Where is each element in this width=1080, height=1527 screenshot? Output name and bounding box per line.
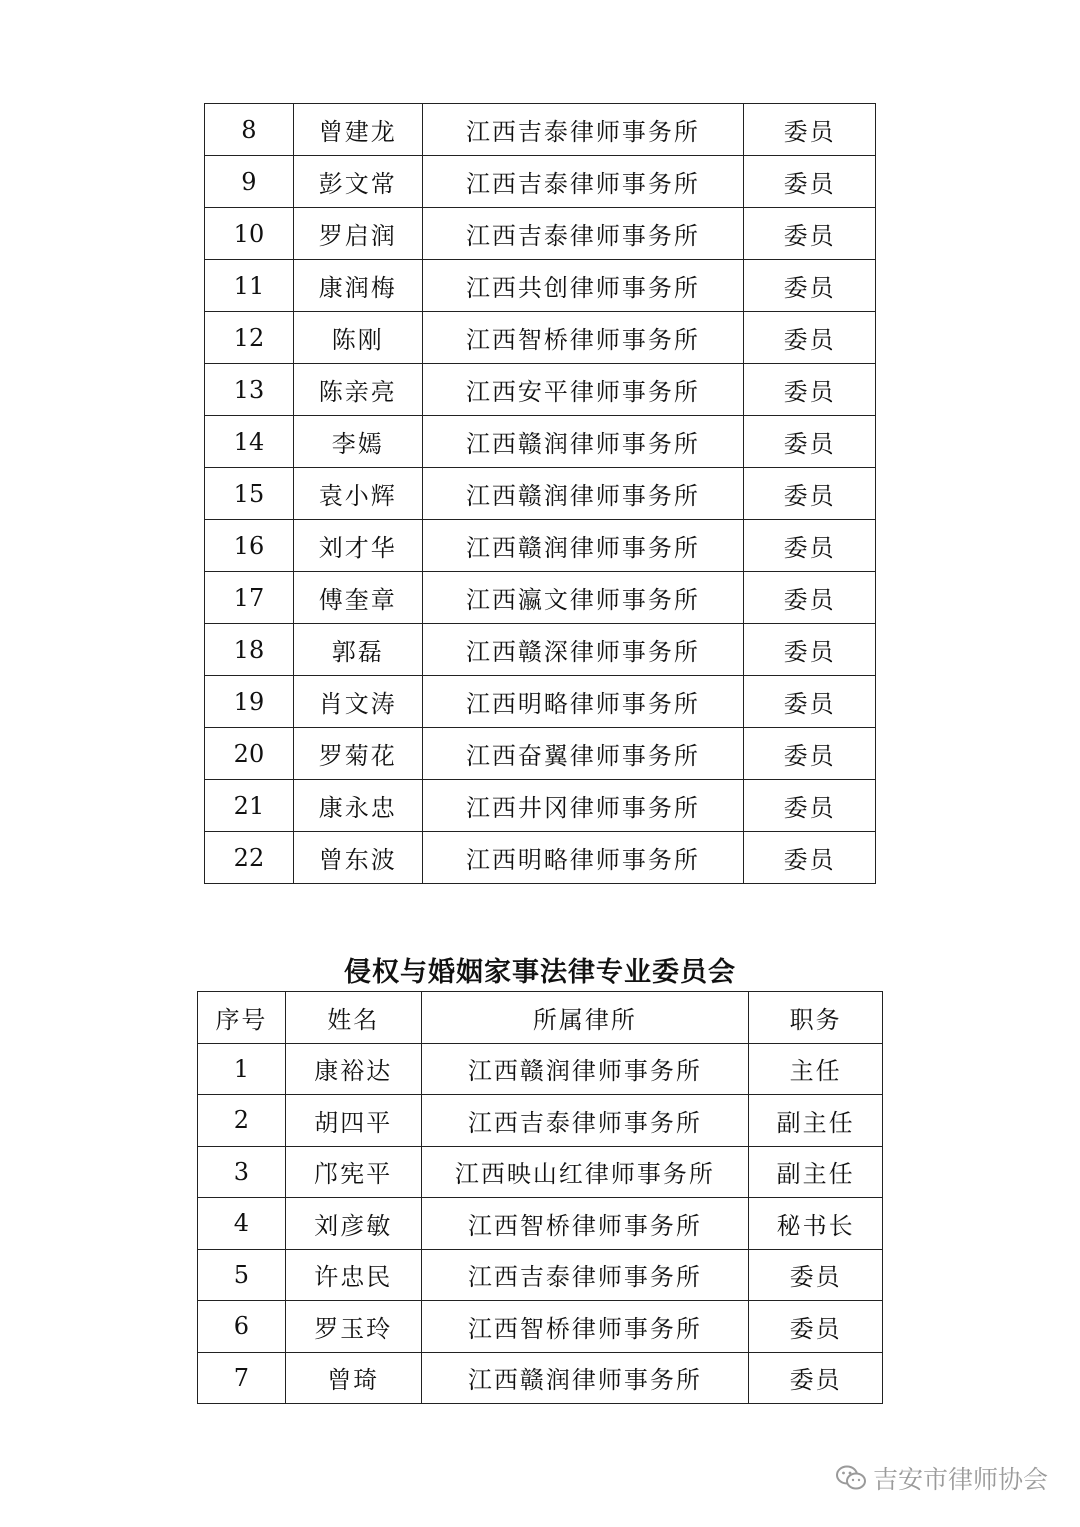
table-row (205, 208, 876, 260)
table-row (198, 1198, 883, 1250)
cell-name: 罗菊花 (293, 728, 422, 780)
cell-index: 11 (205, 260, 294, 312)
table-row (205, 416, 876, 468)
account-watermark (835, 1460, 1048, 1496)
cell-firm: 江西瀛文律师事务所 (422, 572, 743, 624)
cell-firm: 江西吉泰律师事务所 (421, 1249, 748, 1301)
cell-position: 委员 (744, 312, 876, 364)
cell-index: 3 (198, 1146, 286, 1198)
cell-firm: 江西吉泰律师事务所 (421, 1095, 748, 1147)
cell-firm: 江西赣润律师事务所 (422, 468, 743, 520)
cell-name: 康润梅 (293, 260, 422, 312)
cell-firm: 江西安平律师事务所 (422, 364, 743, 416)
cell-position: 委员 (744, 780, 876, 832)
table-row (205, 260, 876, 312)
cell-firm: 江西吉泰律师事务所 (422, 156, 743, 208)
table-row (205, 728, 876, 780)
cell-index: 20 (205, 728, 294, 780)
cell-index: 13 (205, 364, 294, 416)
cell-name: 曾东波 (293, 832, 422, 884)
cell-index: 18 (205, 624, 294, 676)
table-row (205, 572, 876, 624)
cell-firm: 江西明略律师事务所 (422, 676, 743, 728)
cell-index: 12 (205, 312, 294, 364)
cell-name: 罗启润 (293, 208, 422, 260)
table-row (205, 624, 876, 676)
table-row (198, 1301, 883, 1353)
cell-firm: 江西智桥律师事务所 (421, 1301, 748, 1353)
committee-members-table-continued (204, 103, 876, 884)
cell-index: 2 (198, 1095, 286, 1147)
table-body (198, 992, 883, 1404)
cell-firm: 江西井冈律师事务所 (422, 780, 743, 832)
cell-firm: 江西映山红律师事务所 (421, 1146, 748, 1198)
cell-name: 许忠民 (285, 1249, 421, 1301)
cell-index: 14 (205, 416, 294, 468)
cell-position: 副主任 (749, 1095, 883, 1147)
table-row (205, 832, 876, 884)
cell-name: 李嫣 (293, 416, 422, 468)
cell-index: 5 (198, 1249, 286, 1301)
table-row (205, 520, 876, 572)
cell-firm: 江西吉泰律师事务所 (422, 104, 743, 156)
cell-name: 肖文涛 (293, 676, 422, 728)
table-row (205, 156, 876, 208)
cell-firm: 江西赣润律师事务所 (421, 1043, 748, 1095)
cell-firm: 江西赣润律师事务所 (422, 416, 743, 468)
cell-index: 8 (205, 104, 294, 156)
cell-firm: 江西吉泰律师事务所 (422, 208, 743, 260)
table-row (198, 1352, 883, 1404)
header-cell-name: 姓名 (285, 992, 421, 1044)
cell-index: 16 (205, 520, 294, 572)
table-row (205, 364, 876, 416)
cell-name: 傅奎章 (293, 572, 422, 624)
cell-position: 委员 (744, 832, 876, 884)
cell-position: 委员 (744, 364, 876, 416)
cell-firm: 江西奋翼律师事务所 (422, 728, 743, 780)
cell-index: 21 (205, 780, 294, 832)
cell-position: 副主任 (749, 1146, 883, 1198)
cell-position: 委员 (744, 468, 876, 520)
cell-position: 委员 (749, 1249, 883, 1301)
cell-name: 袁小辉 (293, 468, 422, 520)
cell-position: 委员 (749, 1301, 883, 1353)
cell-index: 22 (205, 832, 294, 884)
cell-index: 19 (205, 676, 294, 728)
cell-position: 秘书长 (749, 1198, 883, 1250)
cell-index: 15 (205, 468, 294, 520)
cell-index: 7 (198, 1352, 286, 1404)
table-row (205, 676, 876, 728)
header-row (198, 992, 883, 1044)
cell-name: 胡四平 (285, 1095, 421, 1147)
cell-position: 委员 (744, 416, 876, 468)
cell-name: 康裕达 (285, 1043, 421, 1095)
cell-name: 郭磊 (293, 624, 422, 676)
cell-name: 刘才华 (293, 520, 422, 572)
cell-name: 刘彦敏 (285, 1198, 421, 1250)
section-title: 侵权与婚姻家事法律专业委员会 (344, 957, 736, 988)
cell-firm: 江西智桥律师事务所 (421, 1198, 748, 1250)
cell-firm: 江西智桥律师事务所 (422, 312, 743, 364)
cell-index: 6 (198, 1301, 286, 1353)
cell-index: 17 (205, 572, 294, 624)
cell-index: 10 (205, 208, 294, 260)
cell-name: 罗玉玲 (285, 1301, 421, 1353)
cell-position: 委员 (744, 208, 876, 260)
table-row (205, 468, 876, 520)
table-row (205, 312, 876, 364)
header-cell-firm: 所属律所 (421, 992, 748, 1044)
cell-position: 委员 (744, 572, 876, 624)
cell-name: 陈亲亮 (293, 364, 422, 416)
cell-name: 康永忠 (293, 780, 422, 832)
table-row (205, 780, 876, 832)
table-row (205, 104, 876, 156)
cell-name: 陈刚 (293, 312, 422, 364)
header-cell-index: 序号 (198, 992, 286, 1044)
cell-position: 委员 (744, 260, 876, 312)
cell-firm: 江西赣润律师事务所 (422, 520, 743, 572)
cell-position: 委员 (744, 520, 876, 572)
wechat-icon (835, 1464, 867, 1492)
cell-position: 委员 (744, 156, 876, 208)
cell-position: 委员 (749, 1352, 883, 1404)
cell-index: 1 (198, 1043, 286, 1095)
cell-firm: 江西共创律师事务所 (422, 260, 743, 312)
cell-name: 彭文常 (293, 156, 422, 208)
cell-name: 曾建龙 (293, 104, 422, 156)
cell-position: 委员 (744, 624, 876, 676)
cell-firm: 江西明略律师事务所 (422, 832, 743, 884)
table-row (198, 1249, 883, 1301)
table-row (198, 1146, 883, 1198)
watermark-text: 吉安市律师协会 (872, 1465, 1048, 1494)
tort-family-law-committee-table (197, 991, 883, 1404)
cell-position: 委员 (744, 104, 876, 156)
cell-firm: 江西赣深律师事务所 (422, 624, 743, 676)
cell-index: 4 (198, 1198, 286, 1250)
table-row (198, 1043, 883, 1095)
cell-position: 委员 (744, 676, 876, 728)
table-row (198, 1095, 883, 1147)
cell-firm: 江西赣润律师事务所 (421, 1352, 748, 1404)
cell-position: 委员 (744, 728, 876, 780)
cell-position: 主任 (749, 1043, 883, 1095)
cell-name: 邝宪平 (285, 1146, 421, 1198)
cell-index: 9 (205, 156, 294, 208)
table-body (205, 104, 876, 884)
cell-name: 曾琦 (285, 1352, 421, 1404)
header-cell-position: 职务 (749, 992, 883, 1044)
